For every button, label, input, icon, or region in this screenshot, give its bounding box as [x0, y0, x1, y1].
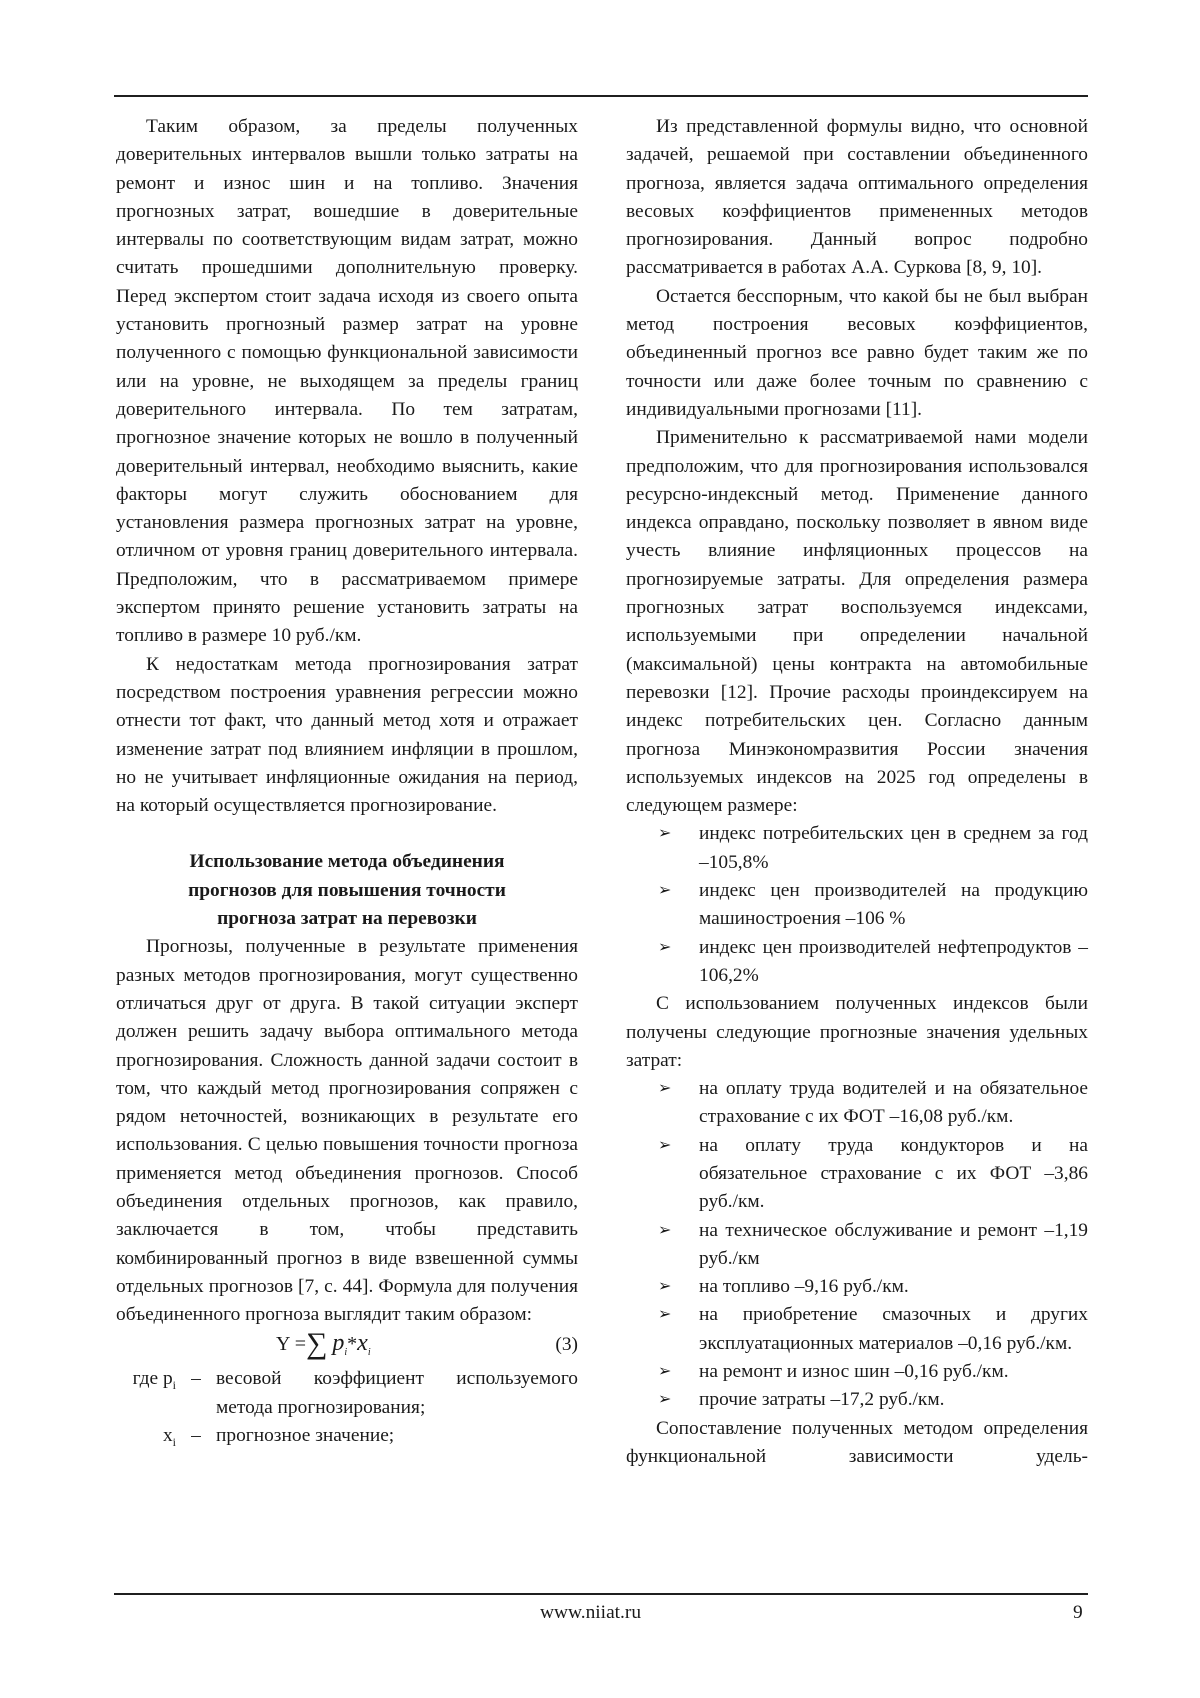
list-item-text: на оплату труда кондукторов и на обязательное страхование с их ФОТ –3,86 руб./км.	[699, 1134, 1088, 1213]
list-item-text: индекс цен производителей на продукцию машиностроения –106 %	[699, 880, 1088, 930]
paragraph: Сопоставление полученных методом определения функциональной зависимости удель-	[626, 1417, 1088, 1467]
page-number: 9	[1073, 1602, 1083, 1623]
footer-rule	[114, 1593, 1088, 1595]
list-item-text: на ремонт и износ шин –0,16 руб./км.	[699, 1361, 1009, 1383]
list-item	[626, 1273, 1088, 1301]
heading-line: прогноза затрат на перевозки	[217, 908, 477, 930]
heading-line: прогнозов для повышения точности	[188, 879, 506, 901]
list-item-text: на топливо –9,16 руб./км.	[699, 1276, 909, 1298]
paragraph: Применительно к рассматриваемой нами модели предположим, что для прогнозирования использовался ресурсно-индексный метод. Применение данного индекса оправдано, поскольку позволяет в явном виде учесть влияние инфляционных процессов на прогнозируемые затраты. Для определения размера прогнозных затрат воспользуемся индексами, используемыми при определении начальной (максимальной) цены контракта на автомобильные перевозки [12]. Прочие расходы проиндексируем на индекс потребительских цен. Согласно данным прогноза Минэкономразвития России значения используемых индексов на 2025 год определены в следующем размере:	[626, 427, 1088, 817]
list-item	[626, 934, 1088, 991]
list-item	[626, 1132, 1088, 1217]
formula-sub: i	[344, 1347, 348, 1359]
list-item	[626, 1386, 1088, 1414]
sigma-symbol: ∑	[305, 1327, 328, 1361]
list-item-text: индекс цен производителей нефтепродуктов –106,2%	[699, 936, 1088, 986]
definition-symbol	[116, 1365, 176, 1422]
arrow-bullet-icon: ➢	[658, 1278, 672, 1296]
arrow-bullet-icon: ➢	[658, 1363, 672, 1381]
list-item-text: индекс потребительских цен в среднем за год –105,8%	[699, 823, 1088, 873]
definition-symbol	[116, 1422, 176, 1456]
definition-dash: –	[191, 1368, 201, 1390]
symbol-text: где p	[132, 1368, 173, 1390]
list-item	[626, 877, 1088, 934]
arrow-bullet-icon: ➢	[658, 825, 672, 843]
paragraph: Из представленной формулы видно, что основной задачей, решаемой при составлении объединенного прогноза, является задача оптимального определения весовых коэффициентов примененных методов прогнозирования. Данный вопрос подробно рассматривается в работах А.А. Суркова [8, 9, 10].	[626, 116, 1088, 279]
formula-lhs: Y =	[276, 1333, 306, 1356]
section-heading	[116, 848, 578, 933]
arrow-bullet-icon: ➢	[658, 882, 672, 900]
footer-site-link[interactable]: www.niiat.ru	[540, 1602, 642, 1623]
paragraph: Остается бесспорным, что какой бы не был выбран метод построения весовых коэффициентов, объединенный прогноз все равно будет таким же по точности или даже более точным по сравнению с индивидуальными прогнозами [11].	[626, 285, 1088, 420]
definition-row	[116, 1422, 578, 1456]
definition-text: прогнозное значение;	[216, 1425, 395, 1447]
formula-sub: i	[367, 1347, 371, 1359]
paragraph: К недостаткам метода прогнозирования затрат посредством построения уравнения регрессии можно отнести тот факт, что данный метод хотя и отражает изменение затрат под влиянием инфляции в прошлом, но не учитывает инфляционные ожидания на период, на который осуществляется прогнозирование.	[116, 653, 578, 817]
formula-number: (3)	[555, 1334, 578, 1356]
arrow-bullet-icon: ➢	[658, 1391, 672, 1409]
definition-dash: –	[191, 1425, 201, 1447]
paragraph: Прогнозы, полученные в результате применения разных методов прогнозирования, могут существенно отличаться друг от друга. В такой ситуации эксперт должен решить задачу выбора оптимального метода прогнозирования. Сложность данной задачи состоит в том, что каждый метод прогнозирования сопряжен с рядом неточностей, возникающих в результате его использования. С целью повышения точности прогноза применяется метод объединения прогнозов. Способ объединения отдельных прогнозов, как правило, заключается в том, чтобы представить комбинированный прогноз в виде взвешенной суммы отдельных прогнозов [7, с. 44]. Формула для получения объединенного прогноза выглядит таким образом:	[116, 936, 578, 1326]
arrow-bullet-icon: ➢	[658, 1221, 672, 1239]
formula-x: x	[357, 1330, 368, 1357]
formula-expression	[276, 1329, 371, 1367]
list-item-text: на оплату труда водителей и на обязательное страхование с их ФОТ –16,08 руб./км.	[699, 1078, 1088, 1128]
formula-3	[116, 1327, 578, 1365]
spacer	[116, 820, 578, 848]
index-list	[626, 820, 1088, 990]
symbol-sub: i	[172, 1434, 176, 1449]
arrow-bullet-icon: ➢	[658, 1136, 672, 1154]
list-item-text: на техническое обслуживание и ремонт –1,19 руб./км	[699, 1219, 1088, 1269]
list-item	[626, 1358, 1088, 1386]
list-item	[626, 1301, 1088, 1358]
arrow-bullet-icon: ➢	[658, 1080, 672, 1098]
arrow-bullet-icon: ➢	[658, 1306, 672, 1324]
formula-p: p	[332, 1330, 345, 1357]
list-item	[626, 1217, 1088, 1274]
definition-row	[116, 1365, 578, 1422]
paragraph: С использованием полученных индексов были получены следующие прогнозные значения удельных затрат:	[626, 993, 1088, 1071]
list-item	[626, 820, 1088, 877]
header-rule	[114, 95, 1088, 97]
list-item-text: прочие затраты –17,2 руб./км.	[699, 1389, 945, 1411]
arrow-bullet-icon: ➢	[658, 938, 672, 956]
list-item-text: на приобретение смазочных и других эксплуатационных материалов –0,16 руб./км.	[699, 1304, 1088, 1354]
heading-line: Использование метода объединения	[189, 851, 505, 873]
formula-times: *	[347, 1333, 358, 1356]
list-item	[626, 1075, 1088, 1132]
paragraph: Таким образом, за пределы полученных доверительных интервалов вышли только затраты на ремонт и износ шин и на топливо. Значения прогнозных затрат, вошедшие в доверительные интервалы по соответствующим видам затрат, можно считать прошедшими дополнительную проверку. Перед экспертом стоит задача исходя из своего опыта установить прогнозный размер затрат на уровне полученного с помощью функциональной зависимости или на уровне, не выходящем за пределы границ доверительного интервала. По тем затратам, прогнозное значение которых не вошло в полученный доверительный интервал, необходимо выяснить, какие факторы могут служить обоснованием для установления размера прогнозных затрат на уровне, отличном от уровня границ доверительного интервала. Предположим, что в рассматриваемом примере экспертом принято решение установить затраты на топливо в размере 10 руб./км.	[116, 116, 578, 647]
definition-text: весовой коэффициент используемого метода прогнозирования;	[216, 1368, 578, 1418]
cost-list	[626, 1075, 1088, 1415]
symbol-text: x	[162, 1425, 173, 1447]
symbol-sub: i	[172, 1378, 176, 1393]
left-column	[116, 113, 578, 1456]
right-column	[626, 113, 1088, 1471]
